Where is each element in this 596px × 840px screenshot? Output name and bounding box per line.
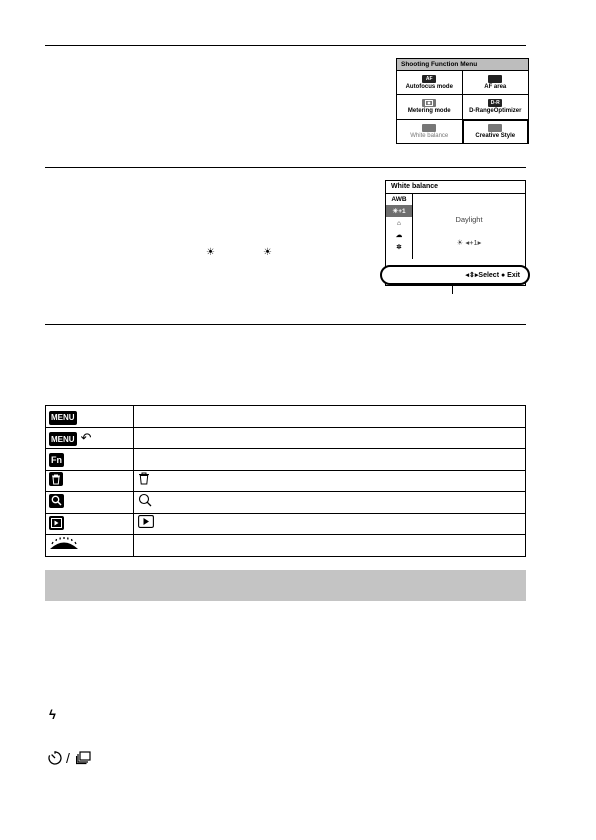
af-area-icon: [488, 75, 502, 83]
wb-footer-guide: ◂⇕▸Select ● Exit: [380, 265, 530, 285]
playback-button-icon: [49, 516, 64, 530]
menu-cell-label: Autofocus mode: [405, 84, 453, 91]
trash-button-icon: [49, 472, 63, 486]
button-reference-table: [45, 405, 526, 557]
table-row: [46, 406, 526, 428]
white-balance-icon: [422, 124, 436, 132]
menu-cell-metering-mode[interactable]: [397, 95, 463, 119]
menu-cell-af-area[interactable]: [463, 71, 529, 95]
section-rule: [45, 167, 526, 168]
menu-cell-label: AF area: [484, 84, 507, 91]
shooting-function-menu-screen: [396, 58, 529, 144]
slash-separator: /: [66, 750, 70, 766]
fn-button-icon: Fn: [51, 455, 62, 466]
menu-cell-label: Creative Style: [475, 133, 516, 140]
wb-option-awb[interactable]: AWB: [391, 195, 407, 203]
section-heading-band: [45, 570, 526, 601]
creative-style-icon: [488, 124, 502, 132]
flash-icon: ϟ: [49, 707, 56, 722]
wb-option-daylight[interactable]: ☀+1: [386, 205, 412, 217]
continuous-shooting-icon: [76, 751, 92, 770]
metering-icon: [422, 99, 436, 107]
daylight-sun-icon: ☀: [206, 247, 215, 258]
table-row: [46, 492, 526, 514]
autofocus-icon: AF: [422, 75, 436, 83]
section-rule: [45, 324, 526, 325]
menu-cell-white-balance[interactable]: [397, 120, 463, 144]
callout-line: [452, 286, 453, 294]
menu-cell-label: D-RangeOptimizer: [469, 108, 522, 115]
menu-button-icon: MENU: [49, 432, 77, 446]
table-row: [46, 427, 526, 449]
wb-detail-name: Daylight: [455, 215, 483, 224]
table-row: [46, 513, 526, 535]
shooting-menu-title: Shooting Function Menu: [397, 59, 528, 71]
white-balance-title: White balance: [386, 181, 525, 194]
zoom-button-icon: [49, 494, 64, 508]
daylight-sun-icon: ☀: [263, 247, 272, 258]
zoom-icon: [138, 493, 152, 512]
white-balance-screen: [385, 180, 526, 286]
wb-detail-value: ☀ ◂+1▸: [456, 238, 482, 247]
trash-icon: [138, 472, 150, 490]
wb-option-shade[interactable]: ⌂: [397, 219, 401, 227]
menu-button-icon: MENU: [49, 411, 77, 425]
menu-cell-autofocus-mode[interactable]: [397, 71, 463, 95]
table-row: [46, 470, 526, 492]
section-rule: [45, 45, 526, 46]
self-timer-icon: [47, 750, 63, 771]
white-balance-option-list: [386, 193, 413, 259]
playback-icon: [138, 515, 154, 533]
table-row: [46, 449, 526, 471]
table-row: [46, 535, 526, 557]
wb-option-tungsten[interactable]: ✲: [396, 244, 402, 251]
menu-cell-creative-style[interactable]: [463, 120, 529, 144]
return-arrow-icon: ↶: [80, 429, 92, 445]
menu-cell-label: Metering mode: [407, 108, 451, 115]
menu-cell-label: White balance: [410, 133, 449, 140]
d-range-optimizer-icon: D-R: [488, 99, 502, 107]
white-balance-detail: [413, 193, 525, 259]
control-dial-icon: [49, 536, 79, 555]
wb-option-cloudy[interactable]: ☁: [395, 232, 403, 239]
menu-cell-d-range-optimizer[interactable]: [463, 95, 529, 119]
